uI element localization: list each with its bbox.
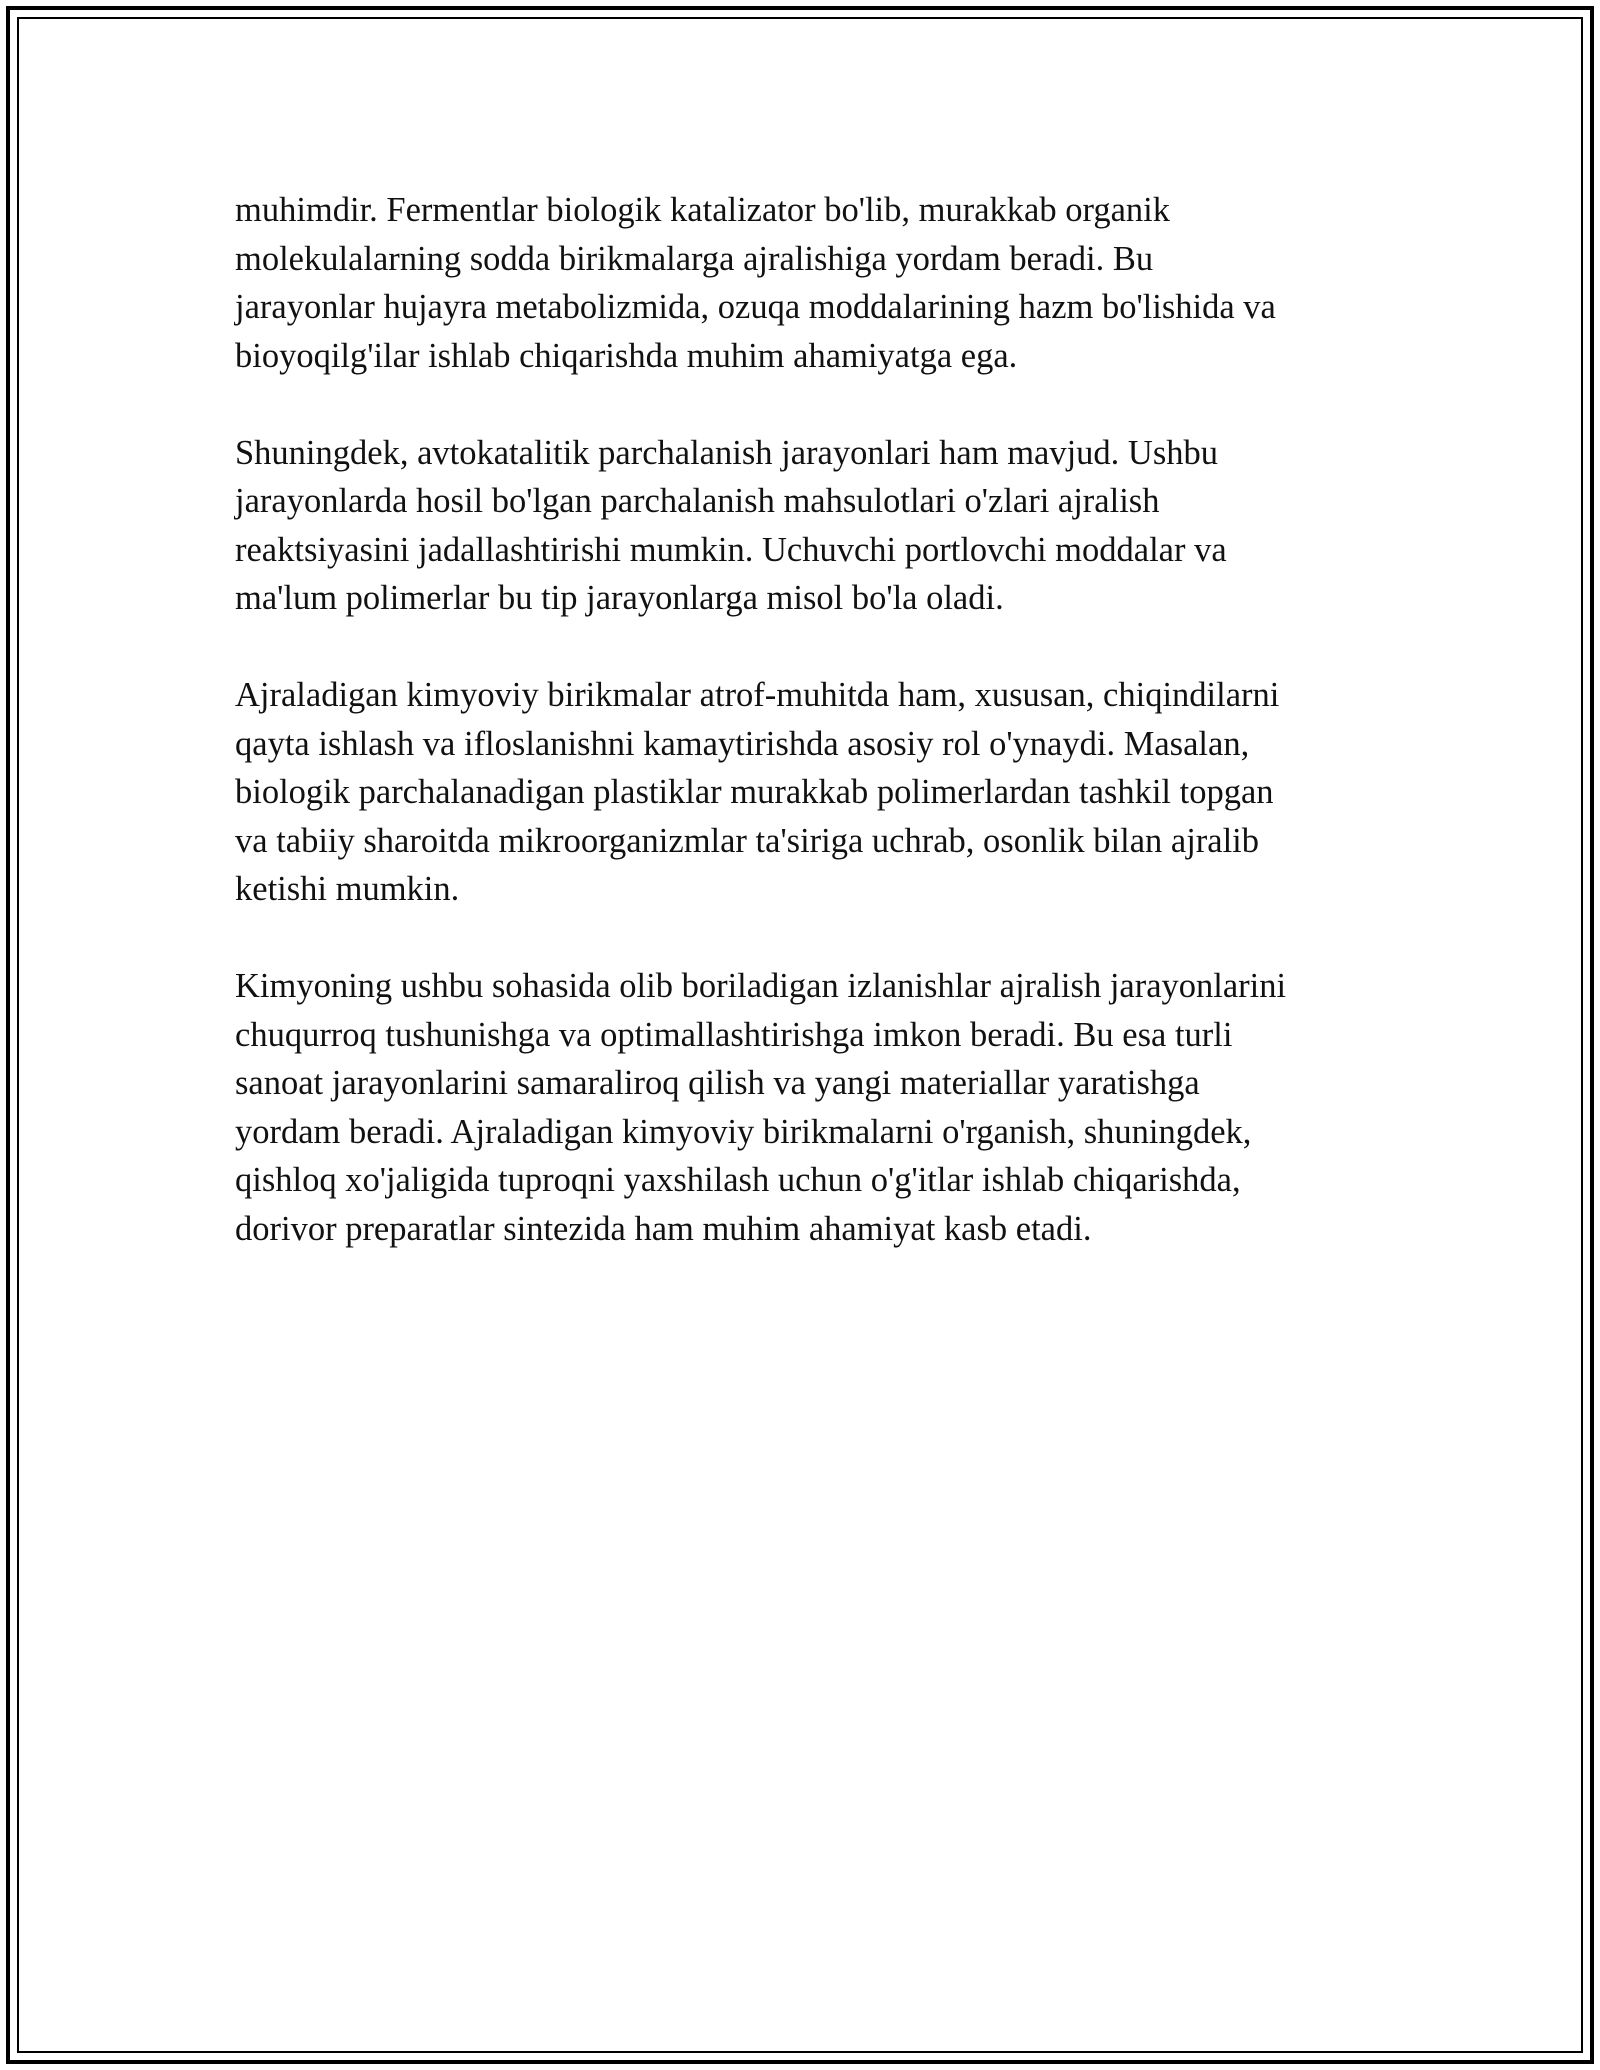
text-line: Shuningdek, avtokatalitik parchalanish jarayonlari ham mavjud. Ushbu	[235, 433, 1219, 472]
text-line: jarayonlarda hosil bo'lgan parchalanish mahsulotlari o'zlari ajralish	[235, 482, 1160, 520]
paragraph-1	[235, 186, 1355, 380]
document-body	[235, 186, 1355, 1302]
text-line: jarayonlar hujayra metabolizmida, ozuqa moddalarining hazm bo'lishida va	[235, 288, 1276, 326]
text-line: muhimdir. Fermentlar biologik katalizator bo'lib, murakkab organik	[235, 191, 1170, 229]
paragraph-2	[235, 429, 1355, 623]
text-line: bioyoqilg'ilar ishlab chiqarishda muhim ahamiyatga ega.	[235, 336, 1018, 375]
text-line: yordam beradi. Ajraladigan kimyoviy birikmalarni o'rganish, shuningdek,	[235, 1112, 1252, 1151]
text-line: dorivor preparatlar sintezida ham muhim ahamiyat kasb etadi.	[235, 1209, 1092, 1248]
text-line: va tabiiy sharoitda mikroorganizmlar ta'siriga uchrab, osonlik bilan ajralib	[235, 821, 1259, 860]
text-line: Kimyoning ushbu sohasida olib boriladigan izlanishlar ajralish jarayonlarini	[235, 967, 1287, 1005]
text-line: chuqurroq tushunishga va optimallashtirishga imkon beradi. Bu esa turli	[235, 1015, 1233, 1054]
text-line: ketishi mumkin.	[235, 870, 460, 908]
text-line: ma'lum polimerlar bu tip jarayonlarga misol bo'la oladi.	[235, 579, 1004, 617]
text-line: reaktsiyasini jadallashtirishi mumkin. Uchuvchi portlovchi moddalar va	[235, 530, 1227, 569]
text-line: sanoat jarayonlarini samaraliroq qilish va yangi materiallar yaratishga	[235, 1064, 1200, 1102]
paragraph-3	[235, 671, 1355, 914]
text-line: molekulalarning sodda birikmalarga ajralishiga yordam beradi. Bu	[235, 239, 1154, 278]
text-line: Ajraladigan kimyoviy birikmalar atrof-muhitda ham, xususan, chiqindilarni	[235, 676, 1280, 714]
text-line: qayta ishlash va ifloslanishni kamaytirishda asosiy rol o'ynaydi. Masalan,	[235, 724, 1250, 763]
paragraph-4	[235, 962, 1355, 1253]
text-line: qishloq xo'jaligida tuproqni yaxshilash uchun o'g'itlar ishlab chiqarishda,	[235, 1161, 1241, 1199]
text-line: biologik parchalanadigan plastiklar murakkab polimerlardan tashkil topgan	[235, 773, 1274, 811]
